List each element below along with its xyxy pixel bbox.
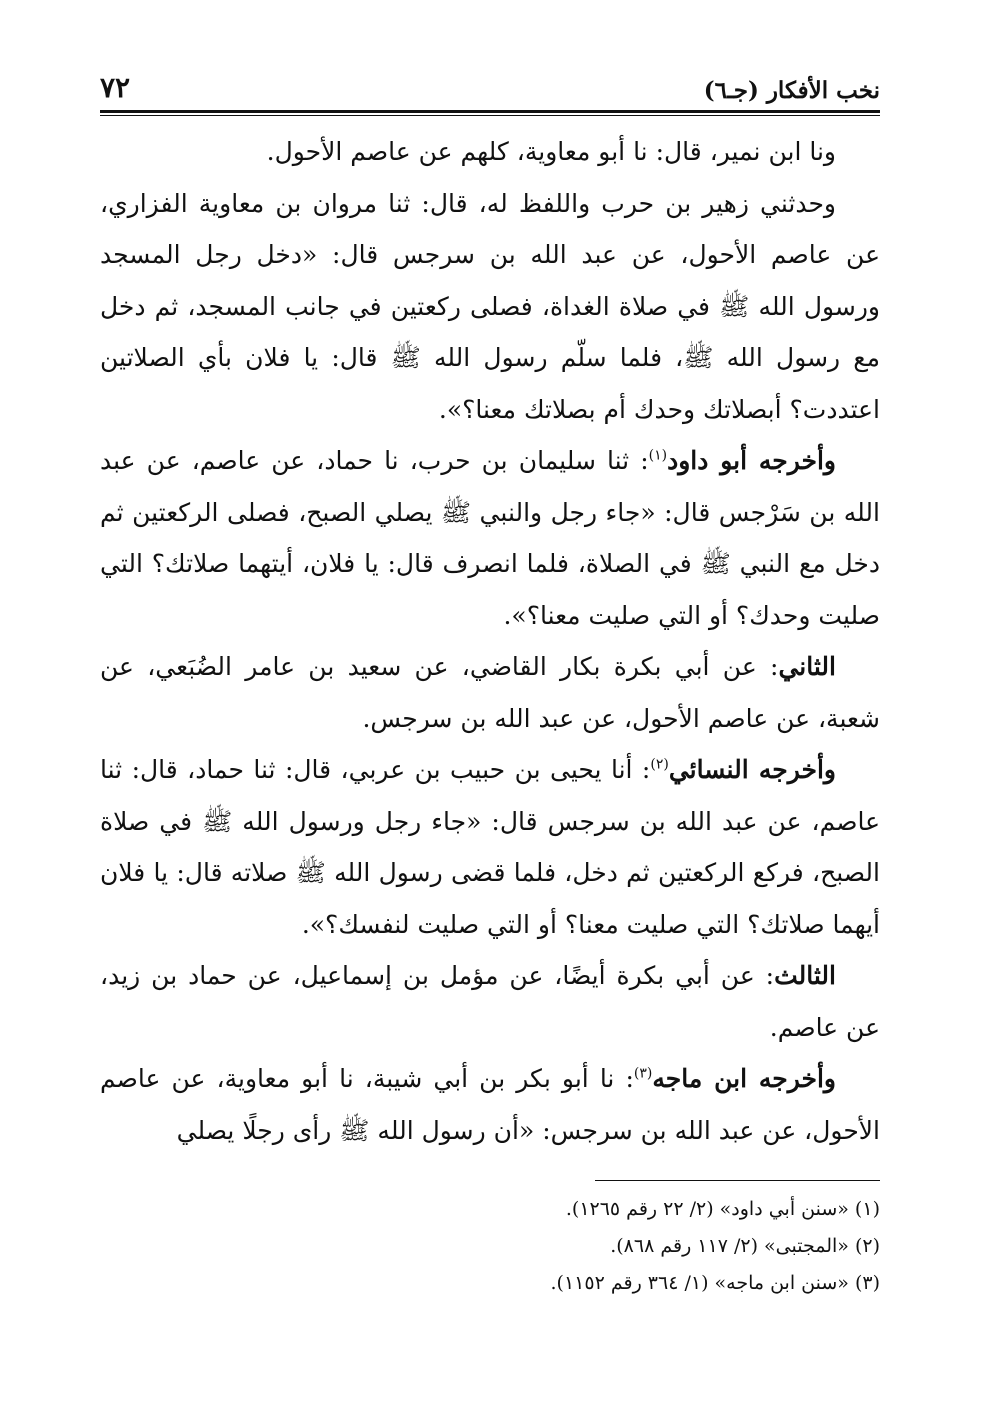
paragraph (100, 435, 880, 641)
paragraph-lead: وأخرجه أبو داود (667, 446, 836, 475)
paragraph-text: : عن أبي بكرة أيضًا، عن مؤمل بن إسماعيل، عن حماد بن زيد، عن عاصم. (100, 961, 880, 1042)
paragraph (100, 950, 880, 1053)
page (100, 60, 880, 1302)
paragraph-lead: الثالث (774, 961, 836, 990)
footnote: (٣) «سنن ابن ماجه» (١/ ٣٦٤ رقم ١١٥٢). (550, 1272, 880, 1294)
paragraph (100, 641, 880, 744)
paragraph (100, 1053, 880, 1156)
paragraph (100, 744, 880, 950)
paragraph-text: : ثنا سليمان بن حرب، نا حماد، عن عاصم، عن عبد الله بن سَرْجس قال: «جاء رجل والنبي ﷺ يصلي الصبح، فصلى الركعتين ثم دخل مع النبي ﷺ في الصلاة، فلما انصرف قال: يا فلان، أيتهما صلاتك؟ التي صليت وحدك؟ أو التي صليت معنا؟». (100, 446, 880, 630)
paragraph (100, 126, 880, 178)
paragraph-lead: وأخرجه النسائي (668, 755, 836, 784)
header-rule (100, 110, 880, 116)
paragraph-text: وحدثني زهير بن حرب واللفظ له، قال: ثنا مروان بن معاوية الفزاري، عن عاصم الأحول، عن عبد الله بن سرجس قال: «دخل رجل المسجد ورسول الله ﷺ في صلاة الغداة، فصلى ركعتين في جانب المسجد، ثم دخل مع رسول الله ﷺ، فلما سلّم رسول الله ﷺ قال: يا فلان بأي الصلاتين اعتددت؟ أبصلاتك وحدك أم بصلاتك معنا؟». (100, 188, 880, 424)
paragraph (100, 178, 880, 436)
book-title: نخب الأفكار (جـ٦) (703, 77, 880, 104)
paragraph-lead: وأخرجه ابن ماجه (652, 1064, 836, 1093)
paragraph-text: : أنا يحيى بن حبيب بن عربي، قال: ثنا حماد، قال: ثنا عاصم، عن عبد الله بن سرجس قال: «جاء رجل ورسول الله ﷺ في صلاة الصبح، فركع الركعتين ثم دخل، فلما قضى رسول الله ﷺ صلاته قال: يا فلان أيهما صلاتك؟ التي صليت معنا؟ أو التي صليت لنفسك؟». (100, 755, 880, 939)
paragraph-text: : نا أبو بكر بن أبي شيبة، نا أبو معاوية، عن عاصم الأحول، عن عبد الله بن سرجس: «أن رسول الله ﷺ رأى رجلًا يصلي (100, 1064, 880, 1145)
paragraph-text: ونا ابن نمير، قال: نا أبو معاوية، كلهم عن عاصم الأحول. (266, 137, 836, 166)
paragraph-text: : عن أبي بكرة بكار القاضي، عن سعيد بن عامر الضُبَعي، عن شعبة، عن عاصم الأحول، عن عبد الله بن سرجس. (100, 652, 880, 733)
footnotes (100, 1191, 880, 1302)
footnote-ref: (٢) (650, 756, 669, 773)
footnote-ref: (٣) (633, 1065, 653, 1082)
page-header (100, 60, 880, 110)
footnote-ref: (١) (648, 447, 668, 464)
main-text (100, 126, 880, 1156)
page-number: ٧٢ (100, 71, 131, 104)
footnote: (٢) «المجتبى» (٢/ ١١٧ رقم ٨٦٨). (610, 1235, 880, 1257)
footnote-separator (595, 1180, 880, 1181)
footnote: (١) «سنن أبي داود» (٢/ ٢٢ رقم ١٢٦٥). (565, 1198, 880, 1220)
paragraph-lead: الثاني (778, 652, 836, 681)
